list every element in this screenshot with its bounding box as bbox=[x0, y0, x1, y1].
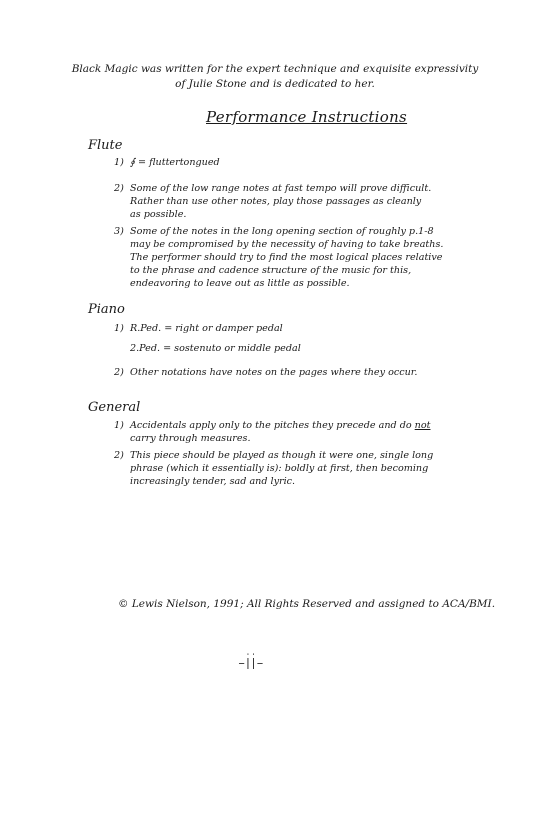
dedication-line-1: Black Magic was written for the expert technique and exquisite expressivity bbox=[71, 63, 479, 75]
item-number: 1) bbox=[114, 157, 124, 168]
item-text-line: Accidentals apply only to the pitches they precede and do bbox=[130, 420, 415, 431]
item-number: 2) bbox=[114, 183, 124, 194]
section-heading-piano: Piano bbox=[88, 302, 125, 317]
item-text-line: phrase (which it essentially is): boldly at first, then becoming bbox=[130, 463, 429, 474]
flute-item-2 bbox=[114, 182, 431, 221]
item-text: 2.Ped. = sostenuto or middle pedal bbox=[130, 343, 301, 354]
piano-item-1 bbox=[114, 322, 283, 335]
general-item-1 bbox=[114, 419, 430, 445]
dedication-text bbox=[40, 62, 510, 92]
item-text: ∮ = fluttertongued bbox=[130, 157, 220, 168]
item-text-line: The performer should try to find the most logical places relative bbox=[130, 252, 443, 263]
dedication-line-2: of Julie Stone and is dedicated to her. bbox=[175, 78, 375, 90]
item-number: 2) bbox=[114, 450, 124, 461]
item-text-line: This piece should be played as though it were one, single long bbox=[130, 450, 434, 461]
item-text-line: as possible. bbox=[130, 209, 187, 220]
item-number: 1) bbox=[114, 323, 124, 334]
item-number: 1) bbox=[114, 420, 124, 431]
item-text-line: may be compromised by the necessity of having to take breaths. bbox=[130, 239, 444, 250]
page-number: -ii- bbox=[238, 650, 264, 674]
item-text-line: Rather than use other notes, play those passages as cleanly bbox=[130, 196, 422, 207]
item-text-line: to the phrase and cadence structure of the music for this, bbox=[130, 265, 412, 276]
piano-item-2 bbox=[114, 366, 417, 379]
item-text-line: endeavoring to leave out as little as possible. bbox=[130, 278, 350, 289]
emphasis-not: not bbox=[414, 420, 431, 431]
item-text-line: carry through measures. bbox=[130, 433, 251, 444]
copyright-notice: © Lewis Nielson, 1991; All Rights Reserved and assigned to ACA/BMI. bbox=[118, 598, 496, 610]
item-text-line: Some of the low range notes at fast tempo will prove difficult. bbox=[130, 183, 432, 194]
item-number: 2) bbox=[114, 367, 124, 378]
flute-item-3 bbox=[114, 225, 443, 290]
item-number: 3) bbox=[114, 226, 124, 237]
item-text-line: increasingly tender, sad and lyric. bbox=[130, 476, 296, 487]
piano-item-1b bbox=[130, 342, 301, 355]
section-heading-flute: Flute bbox=[88, 138, 123, 153]
item-text-line: Some of the notes in the long opening section of roughly p.1-8 bbox=[130, 226, 434, 237]
section-heading-general: General bbox=[88, 400, 141, 415]
item-text: Other notations have notes on the pages where they occur. bbox=[130, 367, 418, 378]
flute-item-1 bbox=[114, 156, 220, 169]
page-title: Performance Instructions bbox=[206, 108, 408, 126]
item-text: R.Ped. = right or damper pedal bbox=[130, 323, 283, 334]
general-item-2 bbox=[114, 449, 433, 488]
